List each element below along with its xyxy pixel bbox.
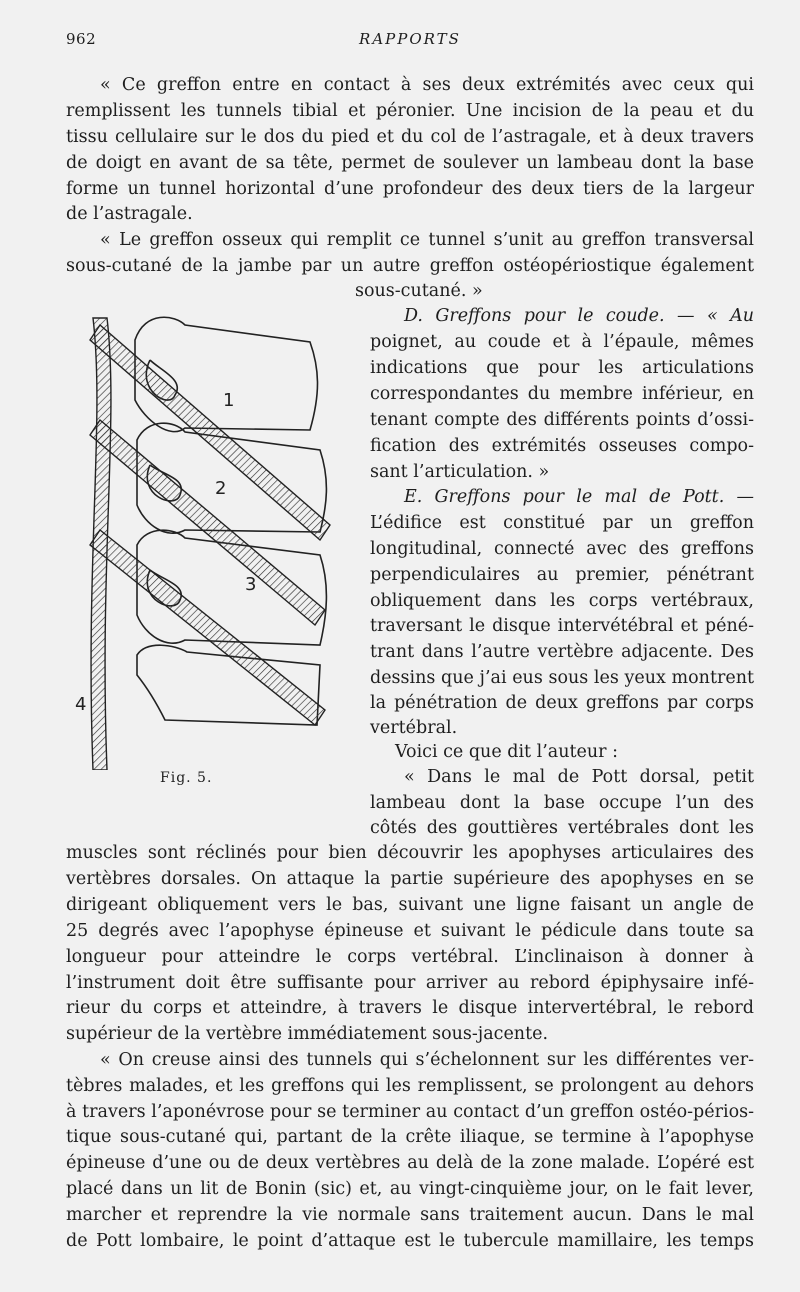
text-line: vertèbres dorsales. On attaque la partie supérieure des apophyses en se bbox=[66, 869, 754, 889]
text-line: supérieur de la vertèbre immédiatement sous-jacente. bbox=[66, 1024, 549, 1044]
text-line: placé dans un lit de Bonin (sic) et, au vingt-cinquième jour, on le fait lever, bbox=[66, 1179, 754, 1199]
figure-label: 1 bbox=[223, 390, 235, 411]
text-line: la pénétration de deux greffons par corps bbox=[370, 693, 754, 713]
text-line: sant l’articulation. » bbox=[370, 462, 550, 482]
running-title: RAPPORTS bbox=[359, 30, 461, 48]
figure-label: 3 bbox=[245, 574, 257, 595]
text-line: tèbres malades, et les greffons qui les remplissent, se prolongent au dehors bbox=[66, 1076, 754, 1096]
figure-caption: Fig. 5. bbox=[160, 770, 213, 786]
text-line: muscles sont réclinés pour bien découvrir les apophyses articulaires des bbox=[66, 843, 754, 863]
text-line: remplissent les tunnels tibial et péronier. Une incision de la peau et du bbox=[66, 101, 754, 121]
text-line: forme un tunnel horizontal d’une profondeur des deux tiers de la largeur bbox=[66, 179, 754, 199]
oblique-graft-2 bbox=[90, 420, 325, 625]
text-line: correspondantes du membre inférieur, en bbox=[370, 384, 754, 404]
text-line: trant dans l’autre vertèbre adjacente. Des bbox=[370, 642, 754, 662]
text-line: longueur pour atteindre le corps vertébral. L’inclinaison à donner à bbox=[66, 947, 754, 967]
page-number: 962 bbox=[66, 30, 97, 48]
text-line: à travers l’aponévrose pour se terminer au contact d’un greffon ostéo-périos- bbox=[66, 1102, 754, 1122]
text-line: tique sous-cutané qui, partant de la crête iliaque, se termine à l’apophyse bbox=[66, 1127, 754, 1147]
text-line: vertébral. bbox=[370, 718, 458, 738]
text-line: dessins que j’ai eus sous les yeux montrent bbox=[370, 668, 754, 688]
text-line: sous-cutané. » bbox=[355, 281, 483, 301]
text-line: perpendiculaires au premier, pénétrant bbox=[370, 565, 754, 585]
text-line: poignet, au coude et à l’épaule, mêmes bbox=[370, 332, 754, 352]
text-line: tissu cellulaire sur le dos du pied et du col de l’astragale, et à deux travers bbox=[66, 127, 754, 147]
text-line: obliquement dans les corps vertébraux, bbox=[370, 591, 754, 611]
page-header bbox=[66, 30, 754, 56]
text-line: fication des extrémités osseuses compo- bbox=[370, 436, 754, 456]
text-line: L’édifice est constitué par un greffon bbox=[370, 513, 754, 533]
text-line: Voici ce que dit l’auteur : bbox=[395, 742, 618, 762]
text-line: traversant le disque intervétébral et péné- bbox=[370, 616, 754, 636]
text-line: de doigt en avant de sa tête, permet de soulever un lambeau dont la base bbox=[66, 153, 754, 173]
figure-label: 4 bbox=[75, 694, 87, 715]
text-line: côtés des gouttières vertébrales dont les bbox=[370, 818, 754, 838]
text-line: l’instrument doit être suffisante pour arriver au rebord épiphysaire infé- bbox=[66, 973, 754, 993]
text-line: de Pott lombaire, le point d’attaque est le tubercule mamillaire, les temps bbox=[66, 1231, 754, 1251]
oblique-graft-1 bbox=[90, 325, 330, 540]
text-line: sous-cutané de la jambe par un autre greffon ostéopériostique également bbox=[66, 256, 754, 276]
text-line: rieur du corps et atteindre, à travers le disque intervertébral, le rebord bbox=[66, 998, 754, 1018]
text-line: longitudinal, connecté avec des greffons bbox=[370, 539, 754, 559]
figure-label: 2 bbox=[215, 478, 227, 499]
text-line: lambeau dont la base occupe l’un des bbox=[370, 793, 754, 813]
vertebra-outline bbox=[135, 317, 318, 431]
section-heading-e: E. Greffons pour le mal de Pott. — bbox=[404, 487, 754, 507]
text-line: « Le greffon osseux qui remplit ce tunnel s’unit au greffon transversal bbox=[100, 230, 754, 250]
text-line: « Dans le mal de Pott dorsal, petit bbox=[404, 767, 754, 787]
spine-graft-figure bbox=[75, 300, 337, 770]
text-line: « Ce greffon entre en contact à ses deux extrémités avec ceux qui bbox=[100, 75, 754, 95]
oblique-graft-3 bbox=[90, 530, 325, 725]
text-line: dirigeant obliquement vers le bas, suivant une ligne faisant un angle de bbox=[66, 895, 754, 915]
text-line: « On creuse ainsi des tunnels qui s’échelonnent sur les différentes ver- bbox=[100, 1050, 754, 1070]
text-line: de l’astragale. bbox=[66, 204, 193, 224]
text-line: tenant compte des différents points d’ossi- bbox=[370, 410, 754, 430]
text-line: indications que pour les articulations bbox=[370, 358, 754, 378]
text-line: épineuse d’une ou de deux vertèbres au delà de la zone malade. L’opéré est bbox=[66, 1153, 754, 1173]
section-heading-d: D. Greffons pour le coude. — « Au bbox=[404, 306, 754, 326]
text-line: 25 degrés avec l’apophyse épineuse et suivant le pédicule dans toute sa bbox=[66, 921, 754, 941]
text-line: marcher et reprendre la vie normale sans traitement aucun. Dans le mal bbox=[66, 1205, 754, 1225]
